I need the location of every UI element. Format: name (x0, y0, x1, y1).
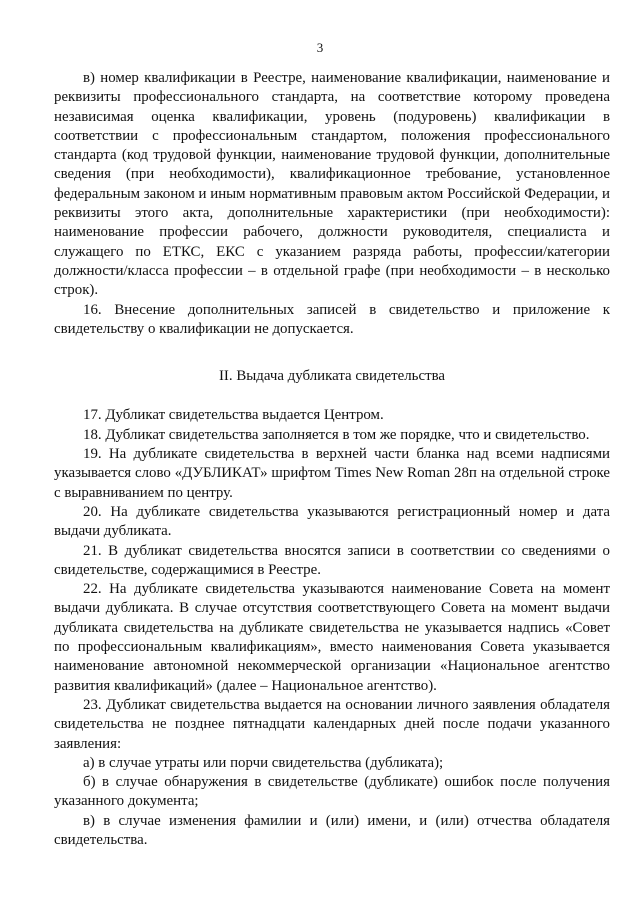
paragraph-20: 20. На дубликате свидетельства указываются регистрационный номер и дата выдачи дубликата. (54, 503, 610, 540)
page-number: 3 (316, 40, 324, 55)
paragraph-23-item-b: б) в случае обнаружения в свидетельстве (дубликате) ошибок после получения указанного документа; (54, 774, 610, 810)
paragraph-21: 21. В дубликат свидетельства вносятся записи в соответствии со сведениями о свидетельстве, содержащимися в Реестре. (54, 542, 610, 578)
paragraph-23-item-v: в) в случае изменения фамилии и (или) имени, и (или) отчества обладателя свидетельства. (54, 812, 610, 848)
paragraph-23-item-a: а) в случае утраты или порчи свидетельства (дубликата); (83, 754, 444, 771)
paragraph-16: 16. Внесение дополнительных записей в свидетельство и приложение к свидетельству о квалификации не допускается. (54, 301, 610, 337)
paragraph-17: 17. Дубликат свидетельства выдается Центром. (83, 407, 384, 424)
section-heading: II. Выдача дубликата свидетельства (218, 368, 446, 385)
paragraph-19: 19. На дубликате свидетельства в верхней части бланка над всеми надписями указывается слово «ДУБЛИКАТ» шрифтом Times New Roman 28п на отдельной строке с выравниванием по центру. (54, 446, 610, 501)
paragraph-22: 22. На дубликате свидетельства указываются наименование Совета на момент выдачи дубликата. В случае отсутствия соответствующего Совета на момент выдачи дубликата свидетельства на дубликате свидетельства не указывается надпись «Совет по профессиональным квалификациям», вместо наименования Совета указывается наименование автономной некоммерческой организации «Национальное агентство развития квалификаций» (далее – Национальное агентство). (54, 581, 610, 694)
paragraph-18: 18. Дубликат свидетельства заполняется в том же порядке, что и свидетельство. (83, 426, 590, 443)
paragraph-23: 23. Дубликат свидетельства выдается на основании личного заявления обладателя свидетельства не позднее пятнадцати календарных дней после подачи указанного заявления: (54, 696, 610, 752)
document-body (54, 69, 610, 850)
paragraph-item-v-qualification-number: в) номер квалификации в Реестре, наименование квалификации, наименование и реквизиты профессионального стандарта, на соответствие которому проведена независимая оценка квалификации, уровень (подуровень) квалификации в соответствии с профессиональным стандартом, положения профессионального стандарта (код трудовой функции, наименование трудовой функции, дополнительные сведения (при необходимости), квалификационное требование, установленное федеральным законом и иным нормативным правовым актом Российской Федерации, и реквизиты этого акта, дополнительные характеристики (при необходимости): наименование профессии рабочего, должности руководителя, специалиста и служащего по ЕТКС, ЕКС с указанием разряда работы, профессии/категории должности/класса профессии – в отдельной графе (при необходимости – в несколько строк). (54, 70, 610, 299)
